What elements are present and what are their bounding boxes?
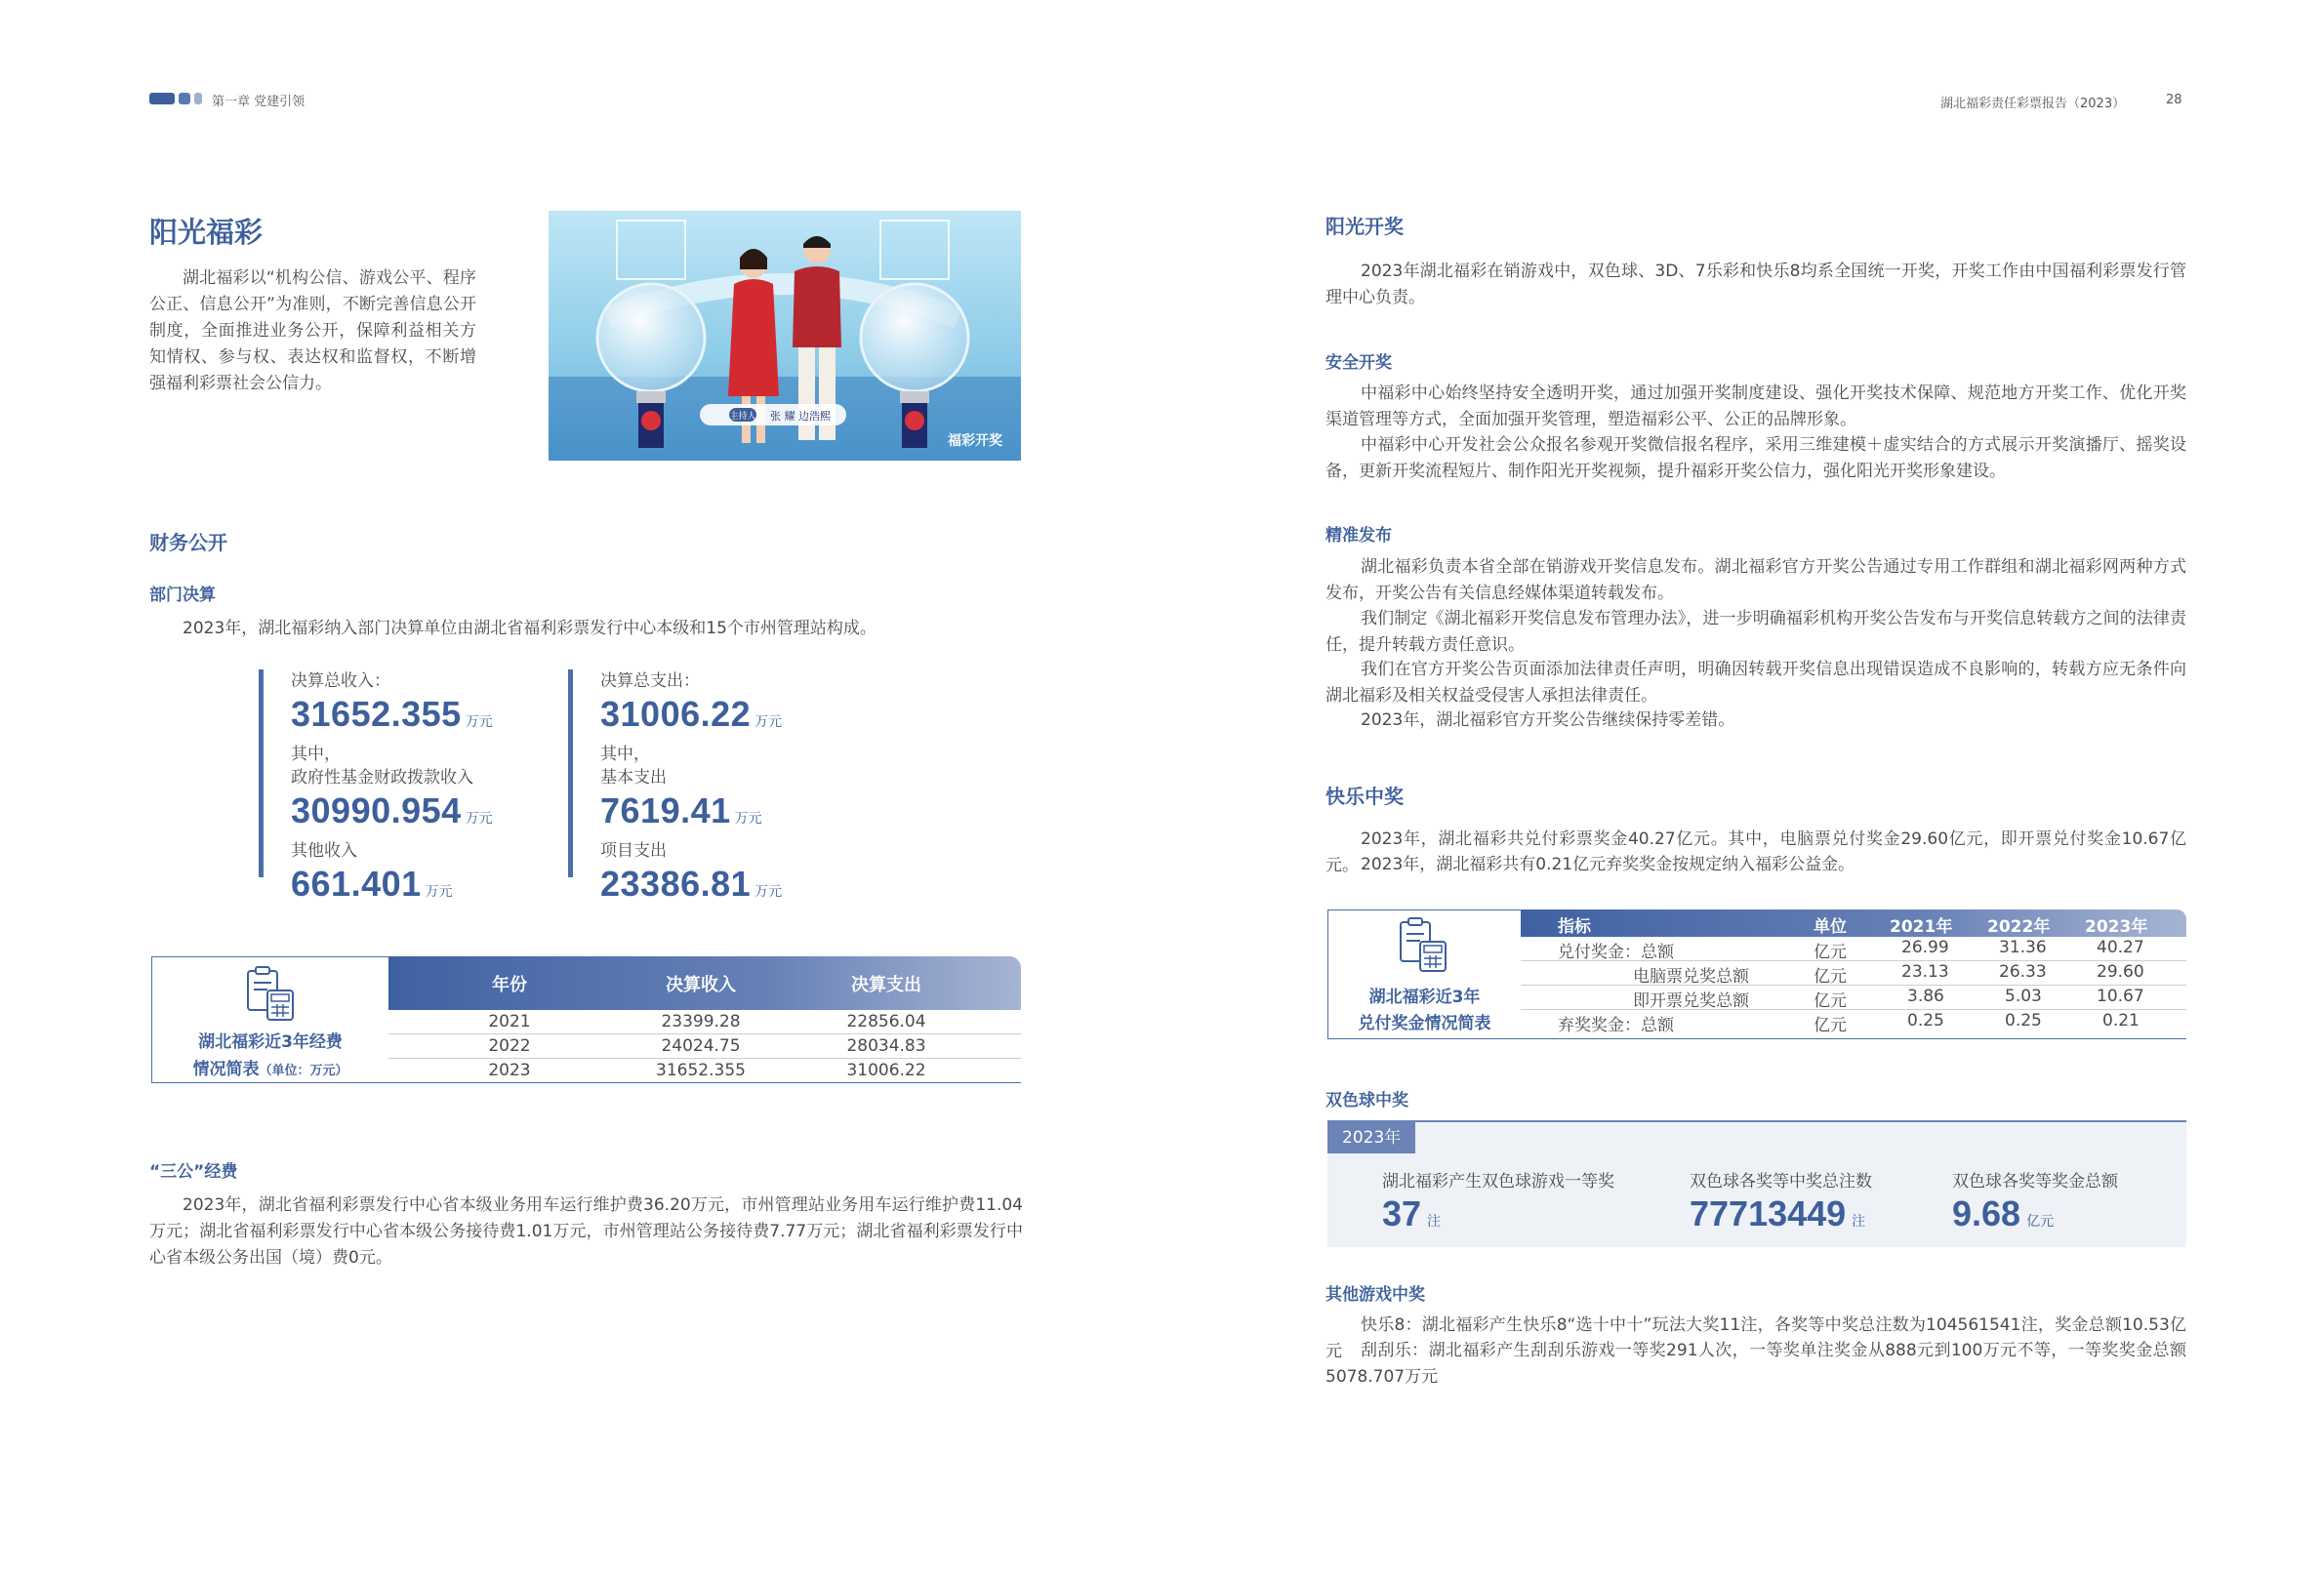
dcb-item	[1382, 1167, 1614, 1234]
row-income: 31652.355	[656, 1061, 746, 1080]
table-row	[1521, 937, 2186, 961]
row-indicator: 即开票兑奖总额	[1633, 991, 1749, 1011]
row-unit: 亿元	[1814, 943, 1847, 962]
happy-title: 快乐中奖	[1325, 785, 1404, 808]
row-income: 24024.75	[661, 1036, 741, 1056]
other-title: 其他游戏中奖	[1325, 1285, 1425, 1305]
prize-table-caption-box	[1327, 909, 1521, 1039]
finance-subtitle: 部门决算	[149, 586, 216, 605]
row-2022: 0.25	[2005, 1011, 2042, 1030]
row-expense: 31006.22	[846, 1061, 926, 1080]
dcb-year-tag: 2023年	[1327, 1122, 1415, 1153]
row-year: 2023	[488, 1061, 531, 1080]
dcb-item-value: 9.68 亿元	[1952, 1193, 2055, 1233]
row-expense: 22856.04	[846, 1012, 926, 1031]
dcb-item-value: 37 注	[1382, 1193, 1442, 1233]
row-2022: 26.33	[1999, 962, 2047, 982]
row-2021: 23.13	[1901, 962, 1949, 982]
page-number: 28	[2166, 93, 2182, 107]
other-p2: 刮刮乐：湖北福彩产生刮刮乐游戏一等奖291人次，一等奖单注奖金从888元到100万元不等，一等奖奖金总额5078.707万元	[1325, 1341, 2186, 1387]
draw-intro: 2023年湖北福彩在销游戏中，双色球、3D、7乐彩和快乐8均系全国统一开奖，开奖工作由中国福利彩票发行管理中心负责。	[1325, 262, 2186, 307]
logo-text: 福彩开奖	[948, 433, 1002, 449]
income-stats	[259, 669, 542, 904]
income-gov-label: 政府性基金财政拨款收入	[291, 768, 473, 788]
income-total-label: 决算总收入：	[291, 671, 390, 691]
row-2021: 26.99	[1901, 938, 1949, 957]
header-2021: 2021年	[1890, 917, 1953, 937]
three-public-text: 2023年，湖北省福利彩票发行中心省本级业务用车运行维护费36.20万元，市州管理站业务用车运行维护费11.04万元；湖北省福利彩票发行中心省本级公务接待费1.01万元，市州管理站公务接待费7.77万元；湖北省福利彩票发行中心省本级公务出国（境）费0元。	[149, 1195, 1023, 1268]
income-other-value: 661.401 万元	[291, 864, 453, 904]
dcb-item	[1952, 1167, 2118, 1234]
draw-title: 阳光开奖	[1325, 215, 1404, 238]
header-unit: 单位	[1814, 917, 1847, 937]
precise-p1: 湖北福彩负责本省全部在销游戏开奖信息发布。湖北福彩官方开奖公告通过专用工作群组和湖北福彩网两种方式发布，开奖公告有关信息经媒体渠道转载发布。	[1325, 557, 2186, 603]
happy-p1: 2023年，湖北福彩共兑付彩票奖金40.27亿元。其中，电脑票兑付奖金29.60亿元，即开票兑付奖金10.67亿元。	[1325, 829, 2186, 875]
finance-title: 财务公开	[149, 531, 227, 554]
header-2023: 2023年	[2085, 917, 2148, 937]
row-2021: 3.86	[1907, 987, 1944, 1006]
table-row	[388, 1010, 1021, 1034]
draw-studio-photo	[549, 211, 1021, 461]
fund-table	[388, 956, 1021, 1083]
expense-total-value: 31006.22 万元	[600, 694, 783, 734]
fund-table-caption-1: 湖北福彩近3年经费	[198, 1032, 343, 1052]
precise-p4: 2023年，湖北福彩官方开奖公告继续保持零差错。	[1361, 710, 1735, 730]
other-p1: 快乐8：湖北福彩产生快乐8“选十中十”玩法大奖11注，各奖等中奖总注数为104561541注，奖金总额10.53亿元	[1325, 1315, 2186, 1361]
dcb-title: 双色球中奖	[1325, 1091, 1408, 1111]
three-public-title: “三公”经费	[149, 1162, 238, 1182]
indent-spacer	[1521, 961, 1628, 1010]
expense-project-label: 项目支出	[600, 841, 667, 861]
report-title: 湖北福彩责任彩票报告（2023）	[1940, 97, 2126, 111]
dcb-item-label: 湖北福彩产生双色球游戏一等奖	[1382, 1172, 1614, 1192]
income-gov-value: 30990.954 万元	[291, 790, 493, 830]
expense-basic-label: 基本支出	[600, 768, 667, 788]
prize-table-header	[1521, 909, 2186, 937]
expense-project-value: 23386.81 万元	[600, 864, 783, 904]
dcb-item-value: 77713449 注	[1690, 1193, 1866, 1233]
header-year: 年份	[492, 975, 527, 995]
header-decoration	[149, 93, 202, 104]
row-2022: 31.36	[1999, 938, 2047, 957]
prize-table-caption-2: 兑付奖金情况简表	[1358, 1014, 1491, 1033]
row-2023: 40.27	[2097, 938, 2144, 957]
safe-title: 安全开奖	[1325, 353, 1392, 373]
expense-total-label: 决算总支出：	[600, 671, 700, 691]
row-unit: 亿元	[1814, 991, 1847, 1011]
header-expense: 决算支出	[851, 975, 921, 995]
sunshine-intro: 湖北福彩以“机构公信、游戏公平、程序公正、信息公开”为准则，不断完善信息公开制度，全面推进业务公开，保障利益相关方知情权、参与权、表达权和监督权，不断增强福利彩票社会公信力。	[149, 268, 476, 393]
row-2021: 0.25	[1907, 1011, 1944, 1030]
safe-p1: 中福彩中心始终坚持安全透明开奖，通过加强开奖制度建设、强化开奖技术保障、规范地方开奖工作、优化开奖渠道管理等方式，全面加强开奖管理，塑造福彩公平、公正的品牌形象。	[1325, 384, 2186, 429]
precise-p2: 我们制定《湖北福彩开奖信息发布管理办法》，进一步明确福彩机构开奖公告发布与开奖信息转载方之间的法律责任，提升转载方责任意识。	[1325, 609, 2186, 655]
expense-basic-value: 7619.41 万元	[600, 790, 762, 830]
calculator-document-icon	[242, 965, 301, 1024]
table-row	[388, 1059, 1021, 1082]
row-2023: 29.60	[2097, 962, 2144, 982]
row-expense: 28034.83	[846, 1036, 926, 1056]
happy-p2: 2023年，湖北福彩共有0.21亿元弃奖奖金按规定纳入福彩公益金。	[1361, 855, 1855, 874]
expense-of-which: 其中，	[600, 745, 650, 764]
dcb-item	[1690, 1167, 1872, 1234]
studio-illustration	[549, 211, 1021, 461]
row-indicator: 兑付奖金：总额	[1558, 943, 1674, 962]
row-2023: 0.21	[2102, 1011, 2140, 1030]
fund-table-caption-2: 情况简表（单位：万元）	[192, 1060, 348, 1079]
dcb-item-label: 双色球各奖等奖金总额	[1952, 1172, 2118, 1192]
caption-host-names: 张 耀 边浩熙	[770, 410, 831, 423]
income-of-which: 其中，	[291, 745, 341, 764]
income-other-label: 其他收入	[291, 841, 357, 861]
header-2022: 2022年	[1987, 917, 2051, 937]
prize-table-caption-1: 湖北福彩近3年	[1368, 988, 1481, 1007]
header-indicator: 指标	[1558, 917, 1591, 937]
table-row	[1521, 1010, 2186, 1034]
calculator-document-icon	[1395, 916, 1453, 975]
income-total-value: 31652.355 万元	[291, 694, 493, 734]
fund-table-header	[388, 956, 1021, 1010]
table-row	[388, 1034, 1021, 1059]
precise-title: 精准发布	[1325, 526, 1392, 546]
row-year: 2022	[488, 1036, 531, 1056]
safe-p2: 中福彩中心开发社会公众报名参观开奖微信报名程序，采用三维建模＋虚实结合的方式展示开奖演播厅、摇奖设备，更新开奖流程短片、制作阳光开奖视频，提升福彩开奖公信力，强化阳光开奖形象建设。	[1325, 435, 2186, 481]
precise-p3: 我们在官方开奖公告页面添加法律责任声明，明确因转载开奖信息出现错误造成不良影响的，转载方应无条件向湖北福彩及相关权益受侵害人承担法律责任。	[1325, 660, 2186, 706]
row-2023: 10.67	[2097, 987, 2144, 1006]
row-indicator: 电脑票兑奖总额	[1633, 967, 1749, 987]
row-year: 2021	[488, 1012, 531, 1031]
finance-intro: 2023年，湖北福彩纳入部门决算单位由湖北省福利彩票发行中心本级和15个市州管理站构成。	[183, 619, 877, 638]
row-indicator: 弃奖奖金：总额	[1558, 1016, 1674, 1035]
dcb-panel	[1327, 1120, 2186, 1247]
row-unit: 亿元	[1814, 1016, 1847, 1035]
header-income: 决算收入	[666, 975, 736, 995]
expense-stats	[568, 669, 851, 904]
row-2022: 5.03	[2005, 987, 2042, 1006]
chapter-label: 第一章 党建引领	[212, 95, 306, 109]
prize-table	[1521, 909, 2186, 1039]
caption-host-label: 主持人	[729, 412, 756, 422]
sunshine-title: 阳光福彩	[149, 216, 264, 249]
row-income: 23399.28	[661, 1012, 741, 1031]
fund-table-caption-box	[151, 956, 388, 1083]
row-unit: 亿元	[1814, 967, 1847, 987]
dcb-item-label: 双色球各奖等中奖总注数	[1690, 1172, 1872, 1192]
